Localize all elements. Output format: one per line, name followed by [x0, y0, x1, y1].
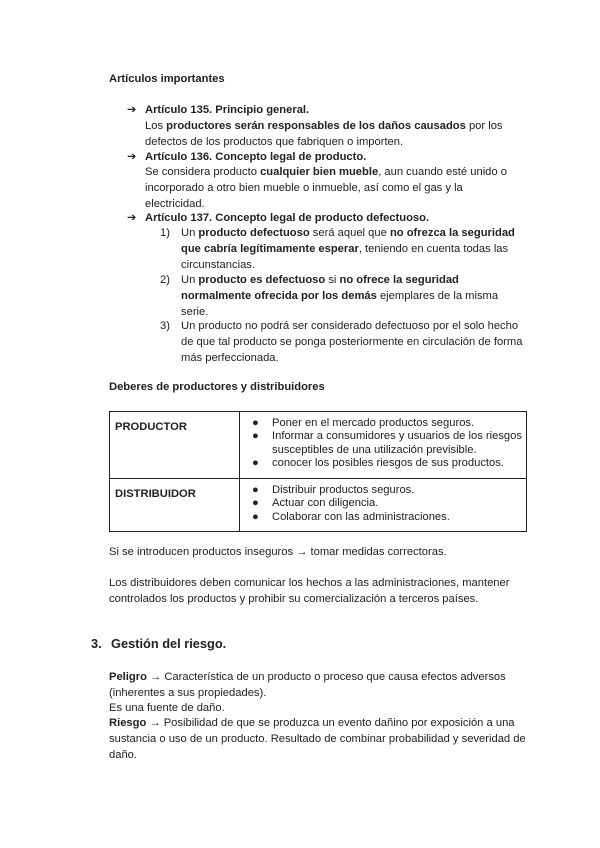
arrow-icon: ➔: [127, 212, 137, 224]
term: Riesgo: [109, 717, 147, 729]
definition: → Posibilidad de que se produzca un evento dañino por exposición a una sustancia o uso de un producto. Resultado de combinar probabilidad y severidad de daño.: [109, 717, 526, 761]
item-number: 3): [160, 320, 170, 332]
article-136-title: Artículo 136. Concepto legal de producto.: [145, 151, 367, 163]
list-item-text: Actuar con diligencia.: [272, 497, 379, 510]
list-item: [240, 497, 526, 510]
section-title-text: Gestión del riesgo.: [111, 636, 227, 651]
riesgo-definition: [109, 716, 529, 763]
term: Peligro: [109, 671, 147, 683]
list-item: [240, 457, 526, 470]
text-span: por los defectos de los productos que fabriquen o importen.: [145, 120, 503, 148]
bullet-icon: ●: [252, 510, 259, 523]
role-cell: PRODUCTOR: [110, 412, 240, 479]
duties-list: [240, 484, 526, 524]
item-text: Un producto no podrá ser considerado defectuoso por el solo hecho de que tal producto se ponga posteriormente en circulación de forma más perfeccionada.: [181, 320, 523, 364]
list-item-text: Informar a consumidores y usuarios de los riesgos susceptibles de una utilización previsible.: [272, 430, 522, 456]
arrow-icon: ➔: [127, 151, 137, 163]
text-span: Un: [181, 274, 199, 286]
duties-table: [109, 411, 527, 532]
text-span: Un: [181, 227, 199, 239]
section-number: 3.: [91, 636, 102, 651]
list-item-text: Colaborar con las administraciones.: [272, 510, 450, 523]
bullet-icon: ●: [252, 497, 259, 510]
article-137-title: Artículo 137. Concepto legal de producto defectuoso.: [145, 212, 430, 224]
bullet-icon: ●: [252, 417, 259, 429]
article-136-text: [145, 165, 515, 212]
note-distribuidores: Los distribuidores deben comunicar los hechos a las administraciones, mantener controlados los productos y prohibir su comercialización a terceros países.: [109, 577, 510, 605]
item-number: 2): [160, 274, 170, 286]
note-correctoras: Si se introducen productos inseguros → tomar medidas correctoras.: [109, 546, 447, 558]
item-number: 1): [160, 227, 170, 239]
articles-heading: Artículos importantes: [109, 73, 225, 85]
table-row: [110, 479, 527, 532]
duties-cell: [240, 412, 527, 479]
peligro-definition: [109, 670, 529, 702]
arrow-icon: ➔: [127, 104, 137, 116]
list-item: [240, 430, 526, 457]
duties-list: [240, 417, 526, 471]
list-item-text: conocer los posibles riesgos de sus productos.: [272, 457, 504, 470]
bold-span: cualquier bien mueble: [260, 166, 379, 178]
bold-span: no ofrezca la seguridad que cabría legítimamente esperar: [181, 227, 515, 255]
article-135-text: [145, 119, 515, 151]
text-span: Los: [145, 120, 167, 132]
duties-heading: Deberes de productores y distribuidores: [109, 381, 325, 393]
bold-span: productores serán responsables de los daños causados: [166, 120, 466, 132]
bullet-icon: ●: [252, 484, 259, 496]
bullet-icon: ●: [252, 457, 259, 470]
item-text: [181, 273, 523, 320]
text-span: , aun cuando esté unido o incorporado a otro bien mueble o inmueble, así como el gas y la electricidad.: [145, 166, 507, 210]
bold-span: no ofrece la seguridad normalmente ofrecida por los demás: [181, 274, 459, 302]
peligro-extra: Es una fuente de daño.: [109, 702, 225, 714]
item-text: [181, 226, 523, 273]
text-span: , teniendo en cuenta todas las circunstancias.: [181, 242, 509, 271]
duties-cell: [240, 479, 527, 532]
text-span: si: [325, 274, 340, 286]
role-cell: DISTRIBUIDOR: [110, 479, 240, 532]
list-item-text: Distribuir productos seguros.: [272, 484, 415, 496]
table-row: [110, 412, 527, 479]
definition: → Característica de un producto o proceso que causa efectos adversos (inherentes a sus propiedades).: [109, 671, 506, 699]
bold-span: producto es defectuoso: [198, 274, 326, 286]
list-item: [240, 484, 526, 497]
list-item-text: Poner en el mercado productos seguros.: [272, 417, 475, 429]
list-item: [240, 511, 526, 524]
text-span: ejemplares de la misma serie.: [181, 289, 499, 318]
list-item: [240, 417, 526, 430]
text-span: será aquel que: [309, 227, 390, 239]
bold-span: producto defectuoso: [198, 227, 310, 239]
bullet-icon: ●: [252, 430, 259, 443]
text-span: Se considera producto: [145, 166, 261, 178]
article-135-title: Artículo 135. Principio general.: [145, 104, 310, 116]
